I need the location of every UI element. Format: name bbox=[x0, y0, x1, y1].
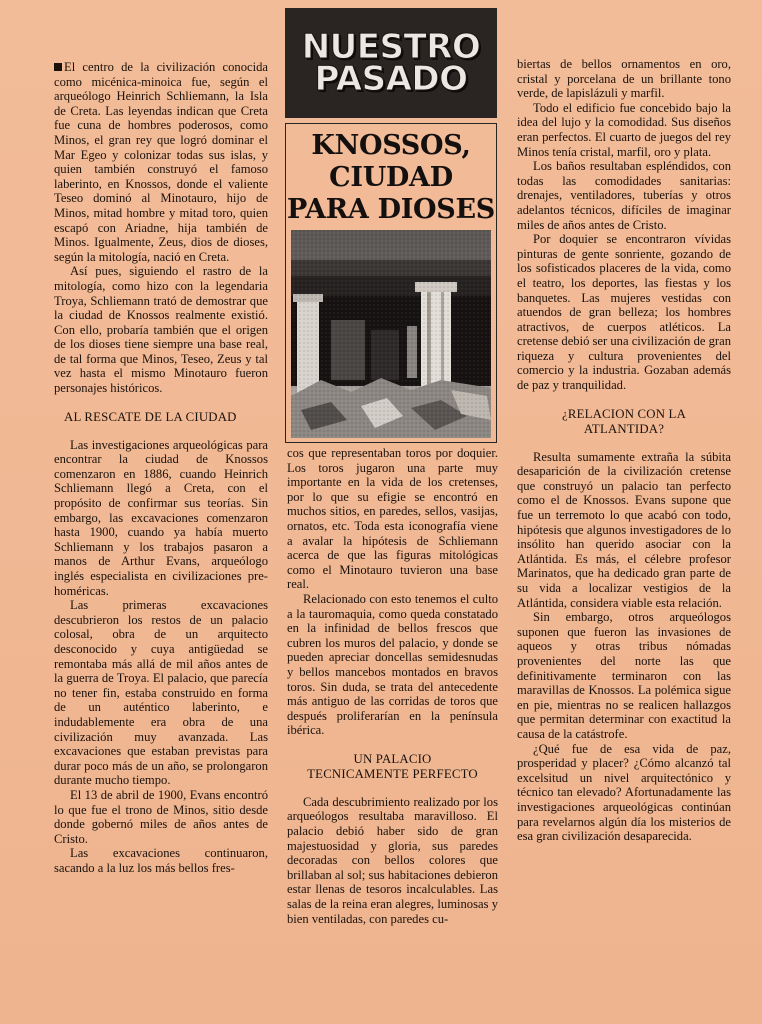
paragraph: ¿Qué fue de esa vida de paz, prosperidad y placer? ¿Cómo alcanzó tal excelsitud un nivel arquitectónico y técnico tan elevado? Afortunadamente las investigaciones arqueológicas continúan para revelarnos algún día los misterios de esa gran civilización desaparecida. bbox=[517, 741, 731, 844]
paragraph: Las excavaciones continuaron, sacando a la luz los más bellos fres- bbox=[54, 846, 268, 875]
subheading bbox=[287, 752, 498, 782]
title-line-1: KNOSSOS, bbox=[311, 130, 471, 161]
section-banner-title bbox=[301, 27, 481, 99]
subheading-line-1: ¿RELACION CON LA bbox=[561, 406, 687, 421]
paragraph bbox=[54, 60, 268, 264]
subheading: AL RESCATE DE LA CIUDAD bbox=[64, 409, 237, 424]
bullet-icon bbox=[54, 63, 62, 71]
paragraph-text: El centro de la civilización conocida como micénica-minoica fue, según el arqueólogo Heinrich Schliemann, la Isla de Creta. Las leyendas indican que Creta fue cuna de hombres poderosos, como Minos, el gran rey que logró dominar el Mar Egeo y colonizar todas sus islas, y quien también construyó el famoso laberinto, en Knossos, donde el valiente Teseo dominó al Minotauro, hijo de Minos, mitad hombre y mitad toro, quien escapó con Ariadne, hija también de Minos. Igualmente, Zeus, dios de dioses, según la mitología, nació en Creta. bbox=[54, 60, 268, 264]
column-right bbox=[517, 57, 731, 844]
subheading-line-2: TECNICAMENTE PERFECTO bbox=[307, 766, 478, 781]
banner-line-2: PASADO bbox=[314, 59, 468, 99]
paragraph: cos que representaban toros por doquier. Los toros jugaron una parte muy importante en la vida de los cretenses, por lo que su efigie se encontró en muchos sitios, en paredes, sellos, vasijas, ornatos, etc. Toda esta iconografía viene a avalar la hipótesis de Schliemann acerca de que las figuras mitológicas como el Minotauro tuvieron una base real. bbox=[287, 446, 498, 592]
title-box bbox=[285, 123, 497, 443]
title-line-3: PARA DIOSES bbox=[287, 194, 495, 225]
paragraph: Por doquier se encontraron vívidas pinturas de gente sonriente, gozando de los sofisticados placeres de la vida, como el teatro, los deportes, las fiestas y los banquetes. Las mujeres vestidas con atuendos de gran belleza; los hombres atractivos, de cuerpos atléticos. La cretense debió ser una civilización de gran riqueza y cultura provenientes del comercio y la industria. Gozaban además de paz y tranquilidad. bbox=[517, 232, 731, 393]
banner-line-1: NUESTRO bbox=[301, 27, 481, 67]
section-banner bbox=[285, 8, 497, 118]
column-middle bbox=[287, 446, 498, 926]
column-left bbox=[54, 60, 268, 875]
subheading-line-1: UN PALACIO bbox=[353, 751, 432, 766]
paragraph: Sin embargo, otros arqueólogos suponen que fueron las invasiones de aqueos y otras tribus nómadas provenientes del norte las que definitivamente terminaron con las maravillas de Knossos. La polémica sigue en pie, mientras no se realicen hallazgos que permitan determinar con exactitud la causa de la catástrofe. bbox=[517, 610, 731, 741]
paragraph: Los baños resultaban espléndidos, con todas las comodidades sanitarias: drenajes, ventiladores, tuberías y otros adelantos técnicos, difíciles de imaginar miles de años antes de Cristo. bbox=[517, 159, 731, 232]
paragraph: Todo el edificio fue concebido bajo la idea del lujo y la comodidad. Sus diseños eran perfectos. El cuarto de juegos del rey Minos tenía cristal, marfil, oro y plata. bbox=[517, 100, 731, 159]
paragraph: Resulta sumamente extraña la súbita desaparición de la civilización cretense que construyó un palacio tan perfecto como el de Knossos. Evans supone que fue un terremoto lo que acabó con todo, hipótesis que algunos investigadores de lo insólito han querido asociar con la Atlántida. Es más, el célebre profesor Marinatos, que ha dedicado gran parte de su vida a localizar vestigios de la Atlántida, considera viable esta relación. bbox=[517, 449, 731, 610]
paragraph: El 13 de abril de 1900, Evans encontró lo que fue el trono de Minos, sitio desde donde gobernó miles de años antes de Cristo. bbox=[54, 787, 268, 846]
subheading bbox=[517, 407, 731, 437]
title-line-2: CIUDAD bbox=[329, 162, 453, 193]
subheading-line-2: ATLANTIDA? bbox=[583, 421, 665, 436]
paragraph: Cada descubrimiento realizado por los arqueólogos resultaba maravilloso. El palacio debió haber sido de gran majestuosidad y gloria, sus paredes decoradas con bellos colores que brillaban al sol; sus habitaciones debieron estar llenas de tesoros incalculables. Las salas de la reina eran alegres, luminosas y bien ventiladas, con paredes cu- bbox=[287, 794, 498, 926]
paragraph: Las primeras excavaciones descubrieron los restos de un palacio colosal, obra de un arquitecto desconocido y cuya antigüedad se remontaba más allá de mil años antes de la guerra de Troya. El palacio, que parecía no tener fin, estaba construido en forma de un auténtico laberinto, e indudablemente era obra de una civilización muy avanzada. Las excavaciones que estaban previstas para durar poco más de un año, se prolongaron durante mucho tiempo. bbox=[54, 598, 268, 788]
paragraph: Las investigaciones arqueológicas para encontrar la ciudad de Knossos comenzaron en 1886, cuando Heinrich Schliemann llegó a Creta, con el propósito de confirmar sus teorías. Sin embargo, las excavaciones comenzaron hasta 1900, cuando ya había muerto Schliemann y los trabajos pasaron a manos de Arthur Evans, arqueólogo inglés especialista en civilizaciones pre-homéricas. bbox=[54, 437, 268, 598]
article-title bbox=[286, 130, 496, 226]
paragraph: Relacionado con esto tenemos el culto a la tauromaquia, como queda constatado en la infinidad de bellos frescos que cubren los muros del palacio, y donde se pueden apreciar doncellas semidesnudas y bellos mancebos montados en bravos toros. Sin duda, se trata del antecedente más antiguo de las corridas de toros que después proliferarían en la península ibérica. bbox=[287, 591, 498, 738]
paragraph: Así pues, siguiendo el rastro de la mitología, como hizo con la legendaria Troya, Schliemann trató de demostrar que la ciudad de Knossos realmente existió. Con ello, probaría también que el origen de los dioses tiene siempre una base real, de tal forma que Minos, Teseo, Zeus y tal vez hasta el mismo Minotauro fueron personajes históricos. bbox=[54, 264, 268, 396]
palace-ruins-photo bbox=[291, 230, 491, 438]
paragraph: biertas de bellos ornamentos en oro, cristal y porcelana de un brillante tono verde, de lapislázuli y marfil. bbox=[517, 57, 731, 101]
